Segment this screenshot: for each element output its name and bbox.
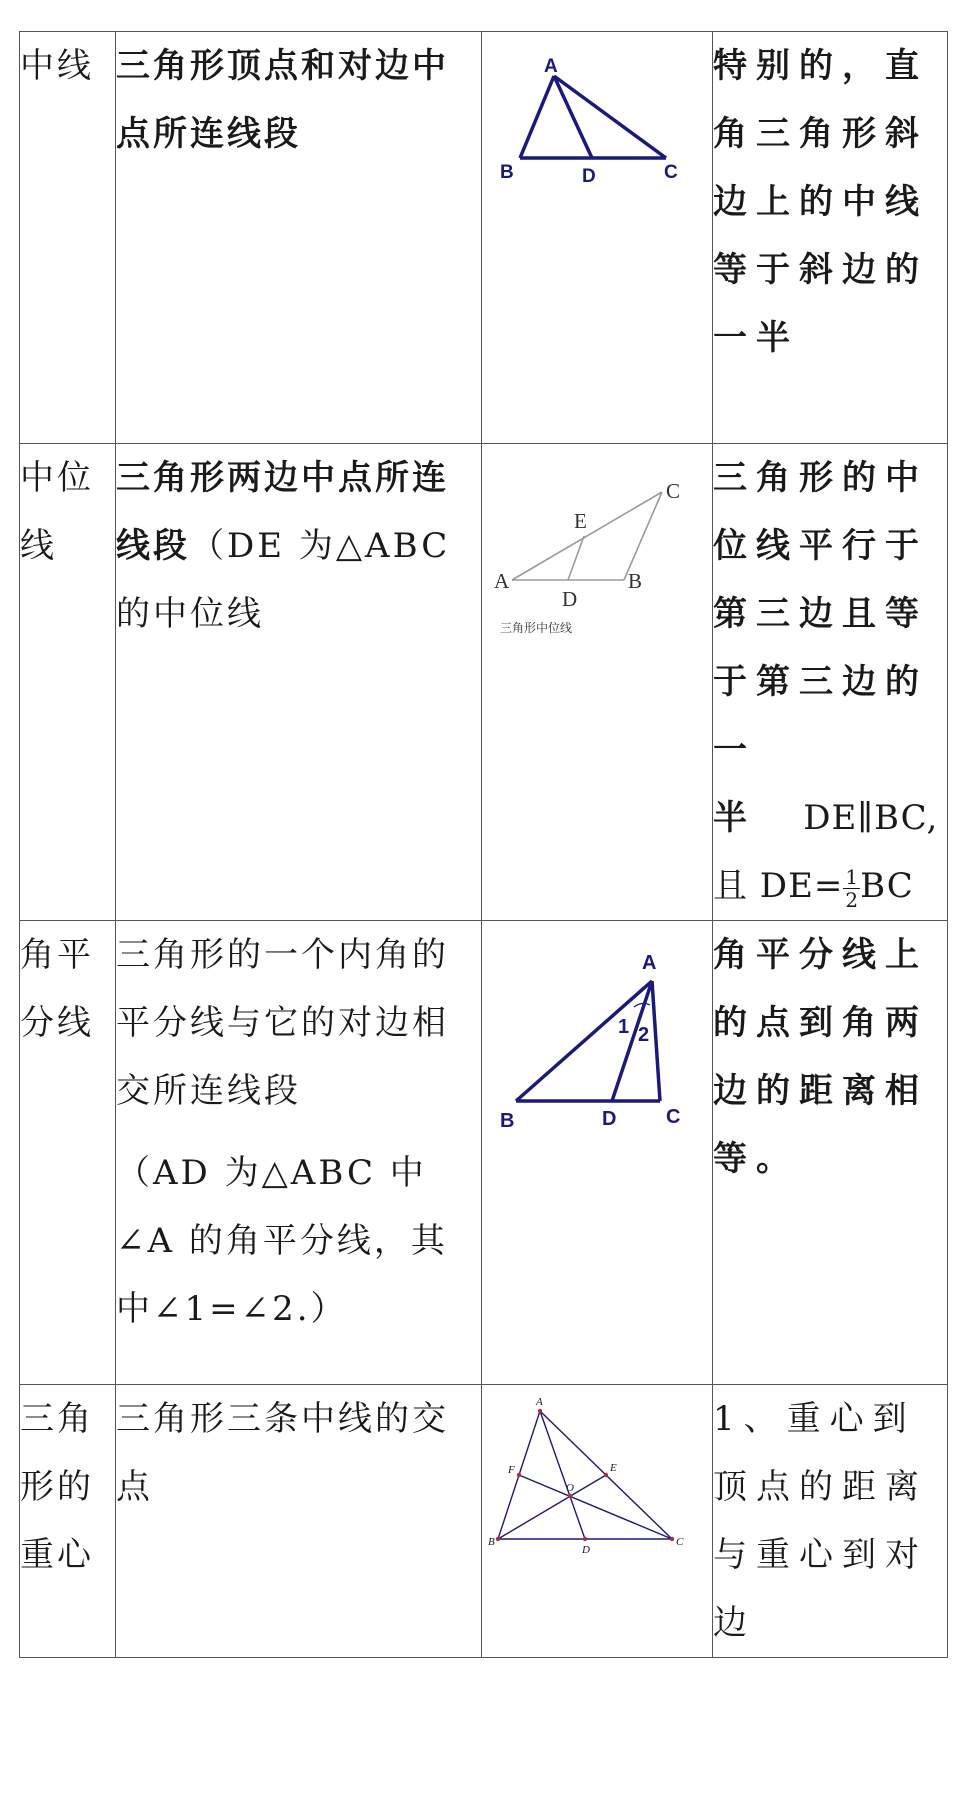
definition-bisector-main: 三角形的一个内角的平分线与它的对边相交所连线段 <box>116 935 449 1111</box>
fraction-num: 1 <box>845 864 859 889</box>
label-o: O <box>566 1482 574 1494</box>
definition-midline-main: 三角形两边中点所连线段 <box>116 458 449 566</box>
row-median <box>20 32 948 444</box>
term-angle-bisector: 角平分线 <box>20 921 116 1385</box>
label-e: E <box>574 509 587 533</box>
label-angle-2: 2 <box>638 1024 650 1046</box>
median-diagram <box>482 32 712 212</box>
figure-angle-bisector <box>482 921 713 1385</box>
property-midline-main: 三角形的中位线平行于第三边且等于第三边的一半 <box>713 458 928 838</box>
formula-b: BC,且 DE= <box>713 798 939 906</box>
definition-midline-note: （DE 为△ABC 的中位线 <box>116 526 451 634</box>
bisector-diagram <box>482 921 712 1151</box>
label-d: D <box>582 166 596 187</box>
row-midline <box>20 444 948 921</box>
label-f: F <box>508 1464 515 1476</box>
label-a: A <box>544 56 558 77</box>
figure-midline <box>482 444 713 921</box>
row-centroid <box>20 1385 948 1658</box>
fraction-half <box>843 866 860 911</box>
definition-angle-bisector <box>116 921 482 1385</box>
label-b: B <box>628 569 643 593</box>
label-c: C <box>666 479 681 503</box>
label-b: B <box>488 1536 495 1548</box>
midline-diagram <box>482 444 712 644</box>
formula-c: BC <box>860 866 914 906</box>
property-angle-bisector: 角平分线上的点到角两边的距离相等。 <box>713 921 948 1385</box>
figure-centroid <box>482 1385 713 1658</box>
label-e: E <box>610 1462 617 1474</box>
label-c: C <box>664 162 678 183</box>
term-midline: 中位线 <box>20 444 116 921</box>
triangle-lines-table <box>19 31 948 1658</box>
figure-caption: 三角形中位线 <box>500 621 573 635</box>
label-a: A <box>494 569 510 593</box>
definition-centroid: 三角形三条中线的交点 <box>116 1385 482 1658</box>
label-d: D <box>562 587 578 611</box>
definition-midline <box>116 444 482 921</box>
centroid-diagram <box>482 1385 712 1595</box>
label-angle-1: 1 <box>618 1016 630 1038</box>
label-d: D <box>582 1544 590 1556</box>
label-b: B <box>500 1110 515 1132</box>
label-a: A <box>642 952 657 974</box>
property-centroid: 1、重心到顶点的距离与重心到对边 <box>713 1385 948 1658</box>
property-median: 特别的，直角三角形斜边上的中线等于斜边的一半 <box>713 32 948 444</box>
label-d: D <box>602 1108 617 1130</box>
formula-a: DE∥ <box>803 798 875 838</box>
term-centroid: 三角形的重心 <box>20 1385 116 1658</box>
label-c: C <box>666 1106 681 1128</box>
figure-median <box>482 32 713 444</box>
row-angle-bisector <box>20 921 948 1385</box>
fraction-den: 2 <box>845 887 859 912</box>
definition-median: 三角形顶点和对边中点所连线段 <box>116 32 482 444</box>
property-midline <box>713 444 948 921</box>
definition-bisector-note: （AD 为△ABC 中∠A 的角平分线，其中∠1=∠2.） <box>116 1153 448 1329</box>
label-c: C <box>676 1536 684 1548</box>
label-b: B <box>500 162 514 183</box>
term-median: 中线 <box>20 32 116 444</box>
label-a: A <box>536 1396 543 1408</box>
